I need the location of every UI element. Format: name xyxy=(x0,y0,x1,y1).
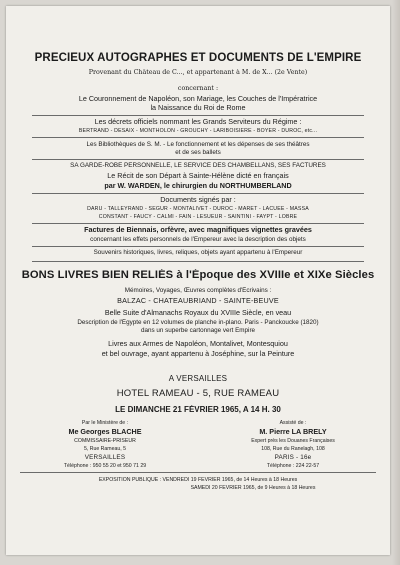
auctioneer-role: COMMISSAIRE-PRISEUR xyxy=(74,438,136,444)
item-decree-names: BERTRAND - DESAIX - MONTHOLON - GROUCHY - LARIBOISIERE - BOYER - DUROC, etc... xyxy=(78,128,318,134)
auctioneer-address: 5, Rue Rameau, 5 xyxy=(83,446,127,452)
item-signed-by: Documents signés par : xyxy=(160,196,236,204)
divider xyxy=(32,159,364,160)
auctioneer-intro: Par le Ministère de : xyxy=(81,420,129,426)
expert-city: PARIS - 16e xyxy=(274,454,312,461)
auctioneer-name: Me Georges BLACHE xyxy=(68,428,142,436)
expert-role: Expert près les Douanes Françaises xyxy=(251,438,335,444)
item-signers-1: DARU - TALLEYRAND - SEGUR - MONTALIVET - DUROC - MARET - LACUEE - MASSA xyxy=(87,206,309,212)
page-edge xyxy=(392,0,400,565)
item-signers-2: CONSTANT - FAUCY - CALMI - FAIN - LESUEUR - SAINTINI - FAYPT - LOBRE xyxy=(98,214,298,220)
divider xyxy=(32,137,364,138)
item-saint-helene: Le Récit de son Départ à Sainte-Hélène dicté en français xyxy=(107,172,289,180)
concerning-label: concernant : xyxy=(177,85,219,92)
provenance-line: Provenant du Château de C..., et appartenant à M. de X... (2e Vente) xyxy=(88,69,308,76)
books-armes: Livres aux Armes de Napoléon, Montalivet, Montesquiou xyxy=(108,340,288,348)
expert-address: 108, Rue du Ranelagh, 108 xyxy=(261,446,325,452)
exhibition-saturday: SAMEDI 20 FÉVRIER 1965, de 9 Heures à 18 Heures xyxy=(190,485,316,491)
books-title: BONS LIVRES BIEN RELIÉS à l'Époque des XVIIIe et XIXe Siècles xyxy=(21,269,375,281)
divider xyxy=(32,246,364,247)
catalogue-page xyxy=(6,6,390,555)
item-souvenirs: Souvenirs historiques, livres, reliques, objets ayant appartenu à l'Empereur xyxy=(93,249,303,256)
venue-city: A VERSAILLES xyxy=(168,374,228,383)
item-biennais: Factures de Biennais, orfèvre, avec magnifiques vignettes gravées xyxy=(84,226,312,234)
page-title: PRÉCIEUX AUTOGRAPHES ET DOCUMENTS DE L'EMPIRE xyxy=(34,52,362,64)
item-biennais-desc: concernant les effets personnels de l'Empereur avec la description des objets xyxy=(90,236,306,243)
books-egypte: Description de l'Égypte en 12 volumes de planche in-plano. Paris - Panckoucke (1820) xyxy=(77,319,319,326)
divider xyxy=(32,261,364,262)
expert-name: M. Pierre LA BRELY xyxy=(259,428,327,436)
divider xyxy=(32,193,364,194)
item-warden: par W. WARDEN, le chirurgien du NORTHUMBERLAND xyxy=(104,182,292,190)
sale-date: LE DIMANCHE 21 FÉVRIER 1965, A 14 H. 30 xyxy=(115,405,281,414)
divider xyxy=(32,223,364,224)
divider xyxy=(32,115,364,116)
books-josephine: et bel ouvrage, ayant appartenu à Joséphine, sur la Peinture xyxy=(101,350,295,358)
auctioneer-phone: Téléphone : 950 55 20 et 950 71 29 xyxy=(63,463,147,469)
auctioneer-city: VERSAILLES xyxy=(84,454,126,461)
item-ballets: et de ses ballets xyxy=(175,149,221,156)
item-roi-de-rome: la Naissance du Roi de Rome xyxy=(150,104,246,112)
venue-hotel: HOTEL RAMEAU - 5, RUE RAMEAU xyxy=(116,388,280,399)
item-wardrobe: SA GARDE-ROBE PERSONNELLE, LE SERVICE DES CHAMBELLANS, SES FACTURES xyxy=(70,162,326,169)
item-libraries: Les Bibliothèques de S. M. - Le fonctionnement et les dépenses de ses théâtres xyxy=(86,141,310,148)
divider xyxy=(20,472,376,473)
books-memoirs: Mémoires, Voyages, Œuvres complètes d'Écrivains : xyxy=(124,287,272,294)
books-almanachs: Belle Suite d'Almanachs Royaux du XVIIIe Siècle, en veau xyxy=(104,309,292,317)
item-coronation: Le Couronnement de Napoléon, son Mariage, les Couches de l'Impératrice xyxy=(78,95,318,103)
expert-intro: Assisté de : xyxy=(279,420,307,426)
books-authors: BALZAC - CHATEAUBRIAND - SAINTE-BEUVE xyxy=(117,297,279,305)
books-cartonnage: dans un superbe cartonnage vert Empire xyxy=(140,327,256,334)
exhibition-friday: EXPOSITION PUBLIQUE : VENDREDI 19 FÉVRIER 1965, de 14 Heures à 18 Heures xyxy=(98,477,298,483)
expert-phone: Téléphone : 224 22-57 xyxy=(266,463,320,469)
item-decrees: Les décrets officiels nommant les Grands Serviteurs du Régime : xyxy=(94,118,302,126)
